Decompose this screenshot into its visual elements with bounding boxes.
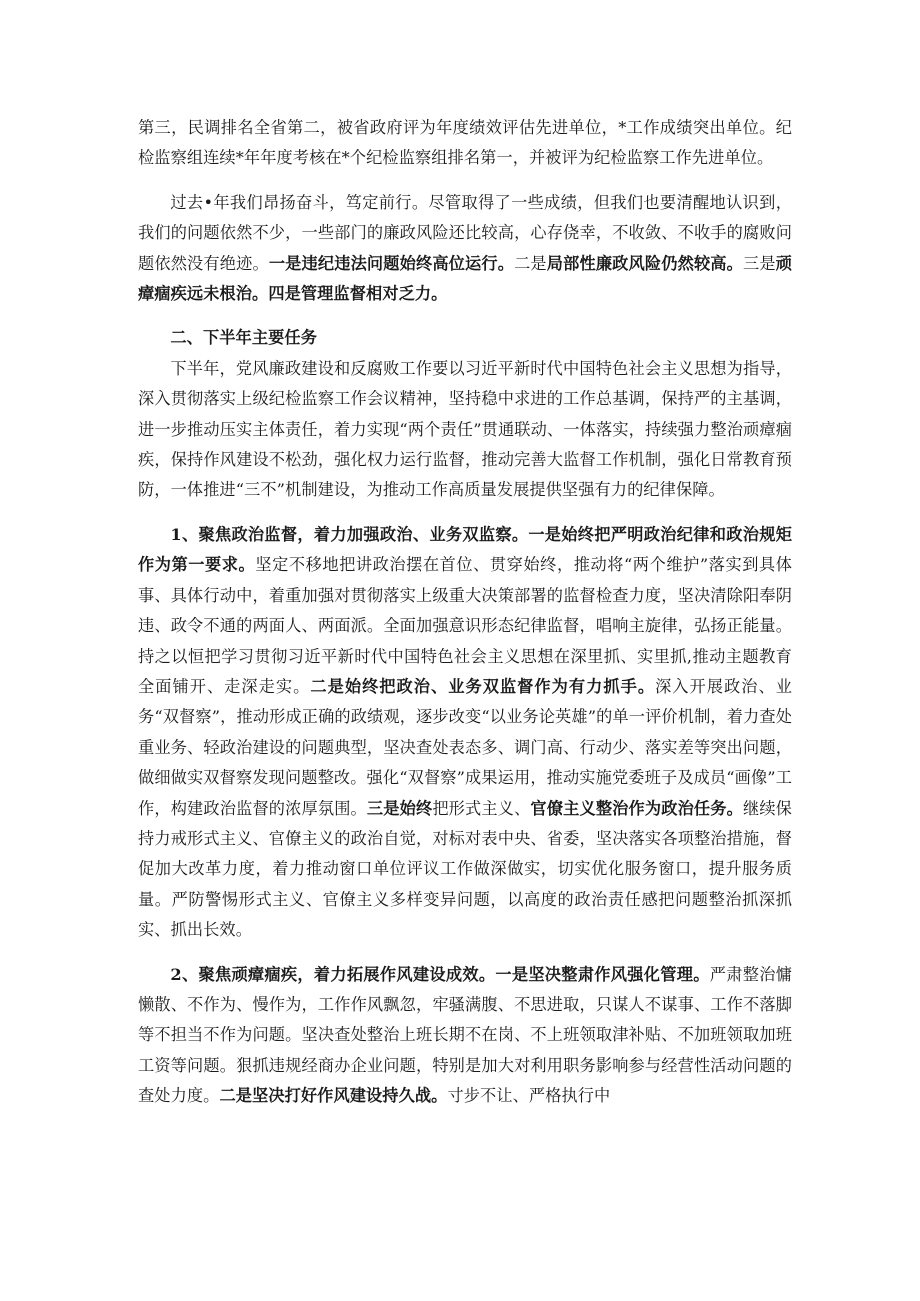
bold-text-run: 一是违纪违法问题始终高位运行。 — [268, 253, 515, 273]
text-run: 下半年，党风廉政建设和反腐败工作要以习近平新时代中国特色社会主义思想为指导，深入贯彻落实上级纪检监察工作会议精神，坚持稳中求进的工作总基调，保持严的主基调，进一步推动压实主体责任，着力实现“两个责任”贯通联动、一体落实，持续强力整治顽瘴痼疾，保持作风建设不松劲，强化权力运行监督，推动完善大监督工作机制，强化日常教育预防，一体推进“三不”机制建设，为推动工作高质量发展提供坚强有力的纪律保障。 — [138, 358, 792, 500]
paragraph-problems — [138, 188, 792, 310]
bold-text-run: 局部性廉政风险仍然较高。 — [546, 253, 743, 273]
paragraph-achievements-end — [138, 113, 792, 174]
text-run: 严肃整治慵懒散、不作为、慢作为，工作作风飘忽，牢骚满腹、不思进取，只谋人不谋事、工作不落脚等不担当不作为问题。坚决查处整治上班长期不在岗、不上班领取津补贴、不加班领取加班工资等问题。狠抓违规经商办企业问题，特别是加大对利用职务影响参与经营性活动问题的查处力度。 — [138, 964, 793, 1106]
text-run: 二是 — [514, 253, 547, 273]
bold-text-run: 顽瘴痼疾远未根治。 — [138, 253, 792, 304]
paragraph-task-1-political-supervision — [138, 520, 792, 946]
text-run: 深入开展政治、业务“双督察”，推动形成正确的政绩观，逐步改变“以业务论英雄”的单一评价机制，着力查处重业务、轻政治建设的问题典型，坚决查处表态多、调门高、行动少、落实差等突出问题，做细做实双督察发现问题整改。强化“双督察”成果运用，推动实施党委班子及成员“画像”工作，构建政治监督的浓厚氛围。 — [138, 676, 792, 818]
text-run: 寸步不让、严格执行中 — [447, 1086, 611, 1106]
text-run: 继续保持力戒形式主义、官僚主义的政治自觉，对标对表中央、省委，坚决落实各项整治措施，督促加大改革力度，着力推动窗口单位评议工作做深做实，切实优化服务窗口，提升服务质量。严防警惕形式主义、官僚主义多样变异问题，以高度的政治责任感把问题整治抓深抓实、抓出长效。 — [138, 798, 792, 940]
text-run: 把形式主义、 — [432, 798, 531, 818]
bold-text-run: 1、聚焦政治监督，着力加强政治、业务双监察。一是始终把严明政治纪律和政治规矩作为第一要求。 — [138, 524, 792, 575]
bold-text-run: 二是始终把政治、业务双监督作为有力抓手。 — [310, 676, 656, 696]
bold-text-run: 三是始终 — [366, 798, 433, 818]
text-run: 坚定不移地把讲政治摆在首位、贯穿始终，推动将“两个维护”落实到具体事、具体行动中，着重加强对贯彻落实上级重大决策部署的监督检查力度，坚决清除阳奉阴违、政令不通的两面人、两面派。全面加强意识形态纪律监督，唱响主旋律，弘扬正能量。持之以恒把学习贯彻习近平新时代中国特色社会主义思想在深里抓、实里抓,推动主题教育全面铺开、走深走实。 — [138, 555, 792, 696]
text-run: 过去•年我们昂扬奋斗，笃定前行。尽管取得了一些成绩，但我们也要清醒地认识到，我们的问题依然不少，一些部门的廉政风险还比较高，心存侥幸，不收敛、不收手的腐败问题依然没有绝迹。 — [138, 192, 792, 273]
bold-text-run: 官僚主义整治作为政治任务。 — [530, 798, 743, 818]
text-run: 三是 — [743, 253, 776, 273]
section-heading-second-half-tasks — [138, 323, 792, 353]
bold-text-run: 四是管理监督相对乏力。 — [268, 284, 448, 304]
paragraph-guiding-principle — [138, 354, 792, 506]
bold-text-run: 二是坚决打好作风建设持久战。 — [219, 1086, 448, 1106]
bold-text-run: 2、聚焦顽瘴痼疾，着力拓展作风建设成效。一是坚决整肃作风强化管理。 — [170, 964, 710, 984]
document-body — [138, 113, 792, 1112]
text-run: 第三，民调排名全省第二，被省政府评为年度绩效评估先进单位，*工作成绩突出单位。纪检监察组连续*年年度考核在*个纪检监察组排名第一，并被评为纪检监察工作先进单位。 — [138, 118, 792, 168]
bold-text-run: 二、下半年主要任务 — [170, 328, 317, 348]
paragraph-task-2-work-style — [138, 960, 792, 1112]
